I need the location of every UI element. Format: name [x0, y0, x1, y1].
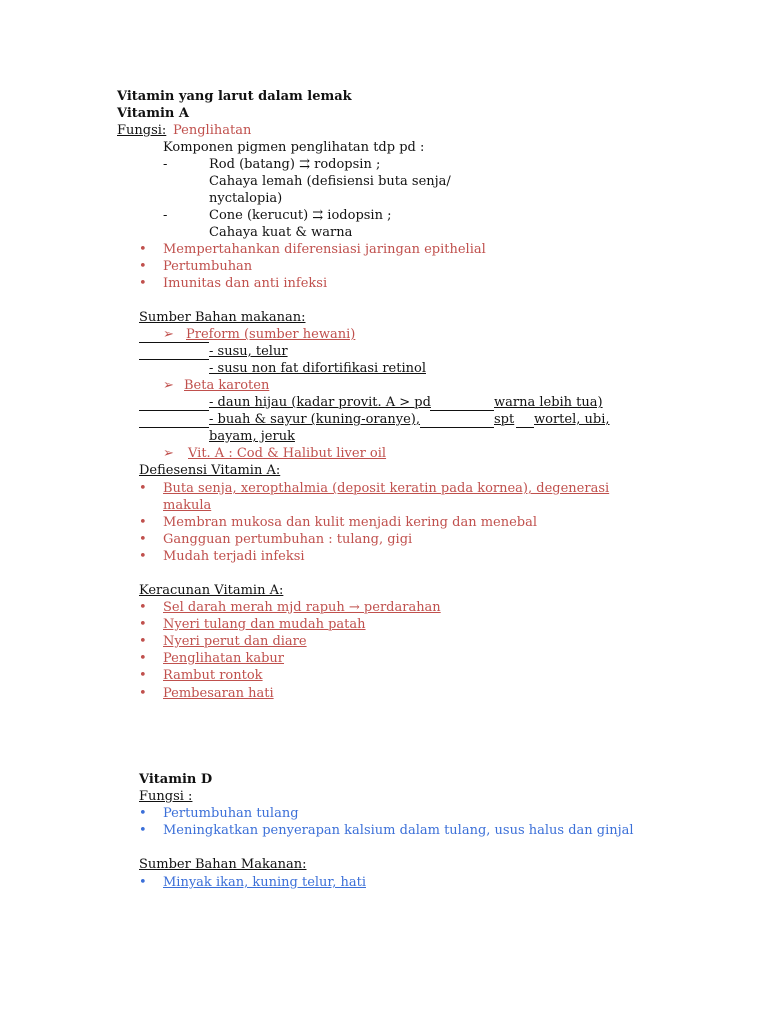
susu-line-2: - susu non fat difortifikasi retinol — [209, 361, 426, 376]
bullet-icon: • — [139, 481, 147, 496]
bullet-icon: • — [139, 515, 147, 530]
vitamin-d-sumber-bullet-1: Minyak ikan, kuning telur, hati — [163, 875, 366, 890]
defisiensi-bullet-4: Mudah terjadi infeksi — [163, 549, 305, 564]
keracunan-bullet-3: Nyeri perut dan diare — [163, 634, 307, 649]
bullet-icon: • — [139, 875, 147, 890]
blank-underline — [139, 342, 209, 343]
bullet-icon: • — [139, 634, 147, 649]
vitamin-d-fungsi-bullet-1: Pertumbuhan tulang — [163, 806, 299, 821]
bullet-icon: • — [139, 549, 147, 564]
susu-line-1: - susu, telur — [209, 344, 288, 359]
bullet-icon: • — [139, 806, 147, 821]
preform-line: Preform (sumber hewani) — [186, 327, 356, 342]
cone-note: Cahaya kuat & warna — [209, 225, 353, 240]
cone-line: Cone (kerucut) ⇉ iodopsin ; — [209, 208, 392, 223]
keracunan-bullet-2: Nyeri tulang dan mudah patah — [163, 617, 366, 632]
keracunan-label: Keracunan Vitamin A: — [139, 583, 284, 598]
fungsi-bullet-3: Imunitas dan anti infeksi — [163, 276, 328, 291]
buah-line: - buah & sayur (kuning-oranye), — [209, 412, 421, 427]
bullet-icon: • — [139, 276, 147, 291]
bullet-icon: • — [139, 259, 147, 274]
arrow-icon: ➢ — [163, 378, 174, 393]
vitamin-d-title: Vitamin D — [139, 772, 213, 787]
sumber-label: Sumber Bahan makanan: — [139, 310, 306, 325]
defisiensi-bullet-1: Buta senja, xeropthalmia (deposit keratin pada kornea), degenerasi — [163, 481, 610, 496]
blank-underline — [430, 410, 494, 411]
bullet-icon: • — [139, 651, 147, 666]
komponen-line: Komponen pigmen penglihatan tdp pd : — [163, 140, 425, 155]
rod-dash: - — [163, 157, 168, 172]
vitamin-a-title: Vitamin A — [117, 106, 189, 121]
keracunan-bullet-1: Sel darah merah mjd rapuh → perdarahan — [163, 600, 441, 615]
defisiensi-bullet-2: Membran mukosa dan kulit menjadi kering dan menebal — [163, 515, 538, 530]
blank-underline — [139, 427, 209, 428]
rod-line: Rod (batang) ⇉ rodopsin ; — [209, 157, 381, 172]
vit-cod-line: Vit. A : Cod & Halibut liver oil — [188, 446, 387, 461]
bullet-icon: • — [139, 668, 147, 683]
bullet-icon: • — [139, 823, 147, 838]
bullet-icon: • — [139, 532, 147, 547]
rod-note-2: nyctalopia) — [209, 191, 283, 206]
buah-tail: wortel, ubi, — [534, 412, 610, 427]
daun-line: - daun hijau (kadar provit. A > pd — [209, 395, 431, 410]
rod-note-1: Cahaya lemah (defisiensi buta senja/ — [209, 174, 451, 189]
fungsi-bullet-1: Mempertahankan diferensiasi jaringan epithelial — [163, 242, 486, 257]
defisiensi-bullet-1-cont: makula — [163, 498, 212, 513]
fungsi-bullet-2: Pertumbuhan — [163, 259, 253, 274]
vitamin-d-sumber-label: Sumber Bahan Makanan: — [139, 857, 307, 872]
defisiensi-label: Defiesensi Vitamin A: — [139, 463, 281, 478]
beta-karoten-line: Beta karoten — [184, 378, 270, 393]
vitamin-d-fungsi-label: Fungsi : — [139, 789, 193, 804]
daun-tail: warna lebih tua) — [494, 395, 603, 410]
arrow-icon: ➢ — [163, 327, 174, 342]
keracunan-bullet-6: Pembesaran hati — [163, 686, 274, 701]
buah-continued: bayam, jeruk — [209, 429, 295, 444]
vitamin-a-fungsi-value: Penglihatan — [173, 123, 252, 138]
vitamin-d-fungsi-bullet-2: Meningkatkan penyerapan kalsium dalam tulang, usus halus dan ginjal — [163, 823, 634, 838]
blank-underline — [139, 359, 209, 360]
defisiensi-bullet-3: Gangguan pertumbuhan : tulang, gigi — [163, 532, 413, 547]
arrow-icon: ➢ — [163, 446, 174, 461]
vitamin-a-fungsi-label: Fungsi: — [117, 123, 167, 138]
blank-underline — [420, 427, 494, 428]
bullet-icon: • — [139, 600, 147, 615]
blank-underline — [139, 410, 209, 411]
bullet-icon: • — [139, 242, 147, 257]
cone-dash: - — [163, 208, 168, 223]
buah-spt: spt — [494, 412, 515, 427]
bullet-icon: • — [139, 686, 147, 701]
document-heading: Vitamin yang larut dalam lemak — [117, 89, 352, 104]
keracunan-bullet-5: Rambut rontok — [163, 668, 263, 683]
bullet-icon: • — [139, 617, 147, 632]
blank-underline — [516, 427, 534, 428]
keracunan-bullet-4: Penglihatan kabur — [163, 651, 285, 666]
